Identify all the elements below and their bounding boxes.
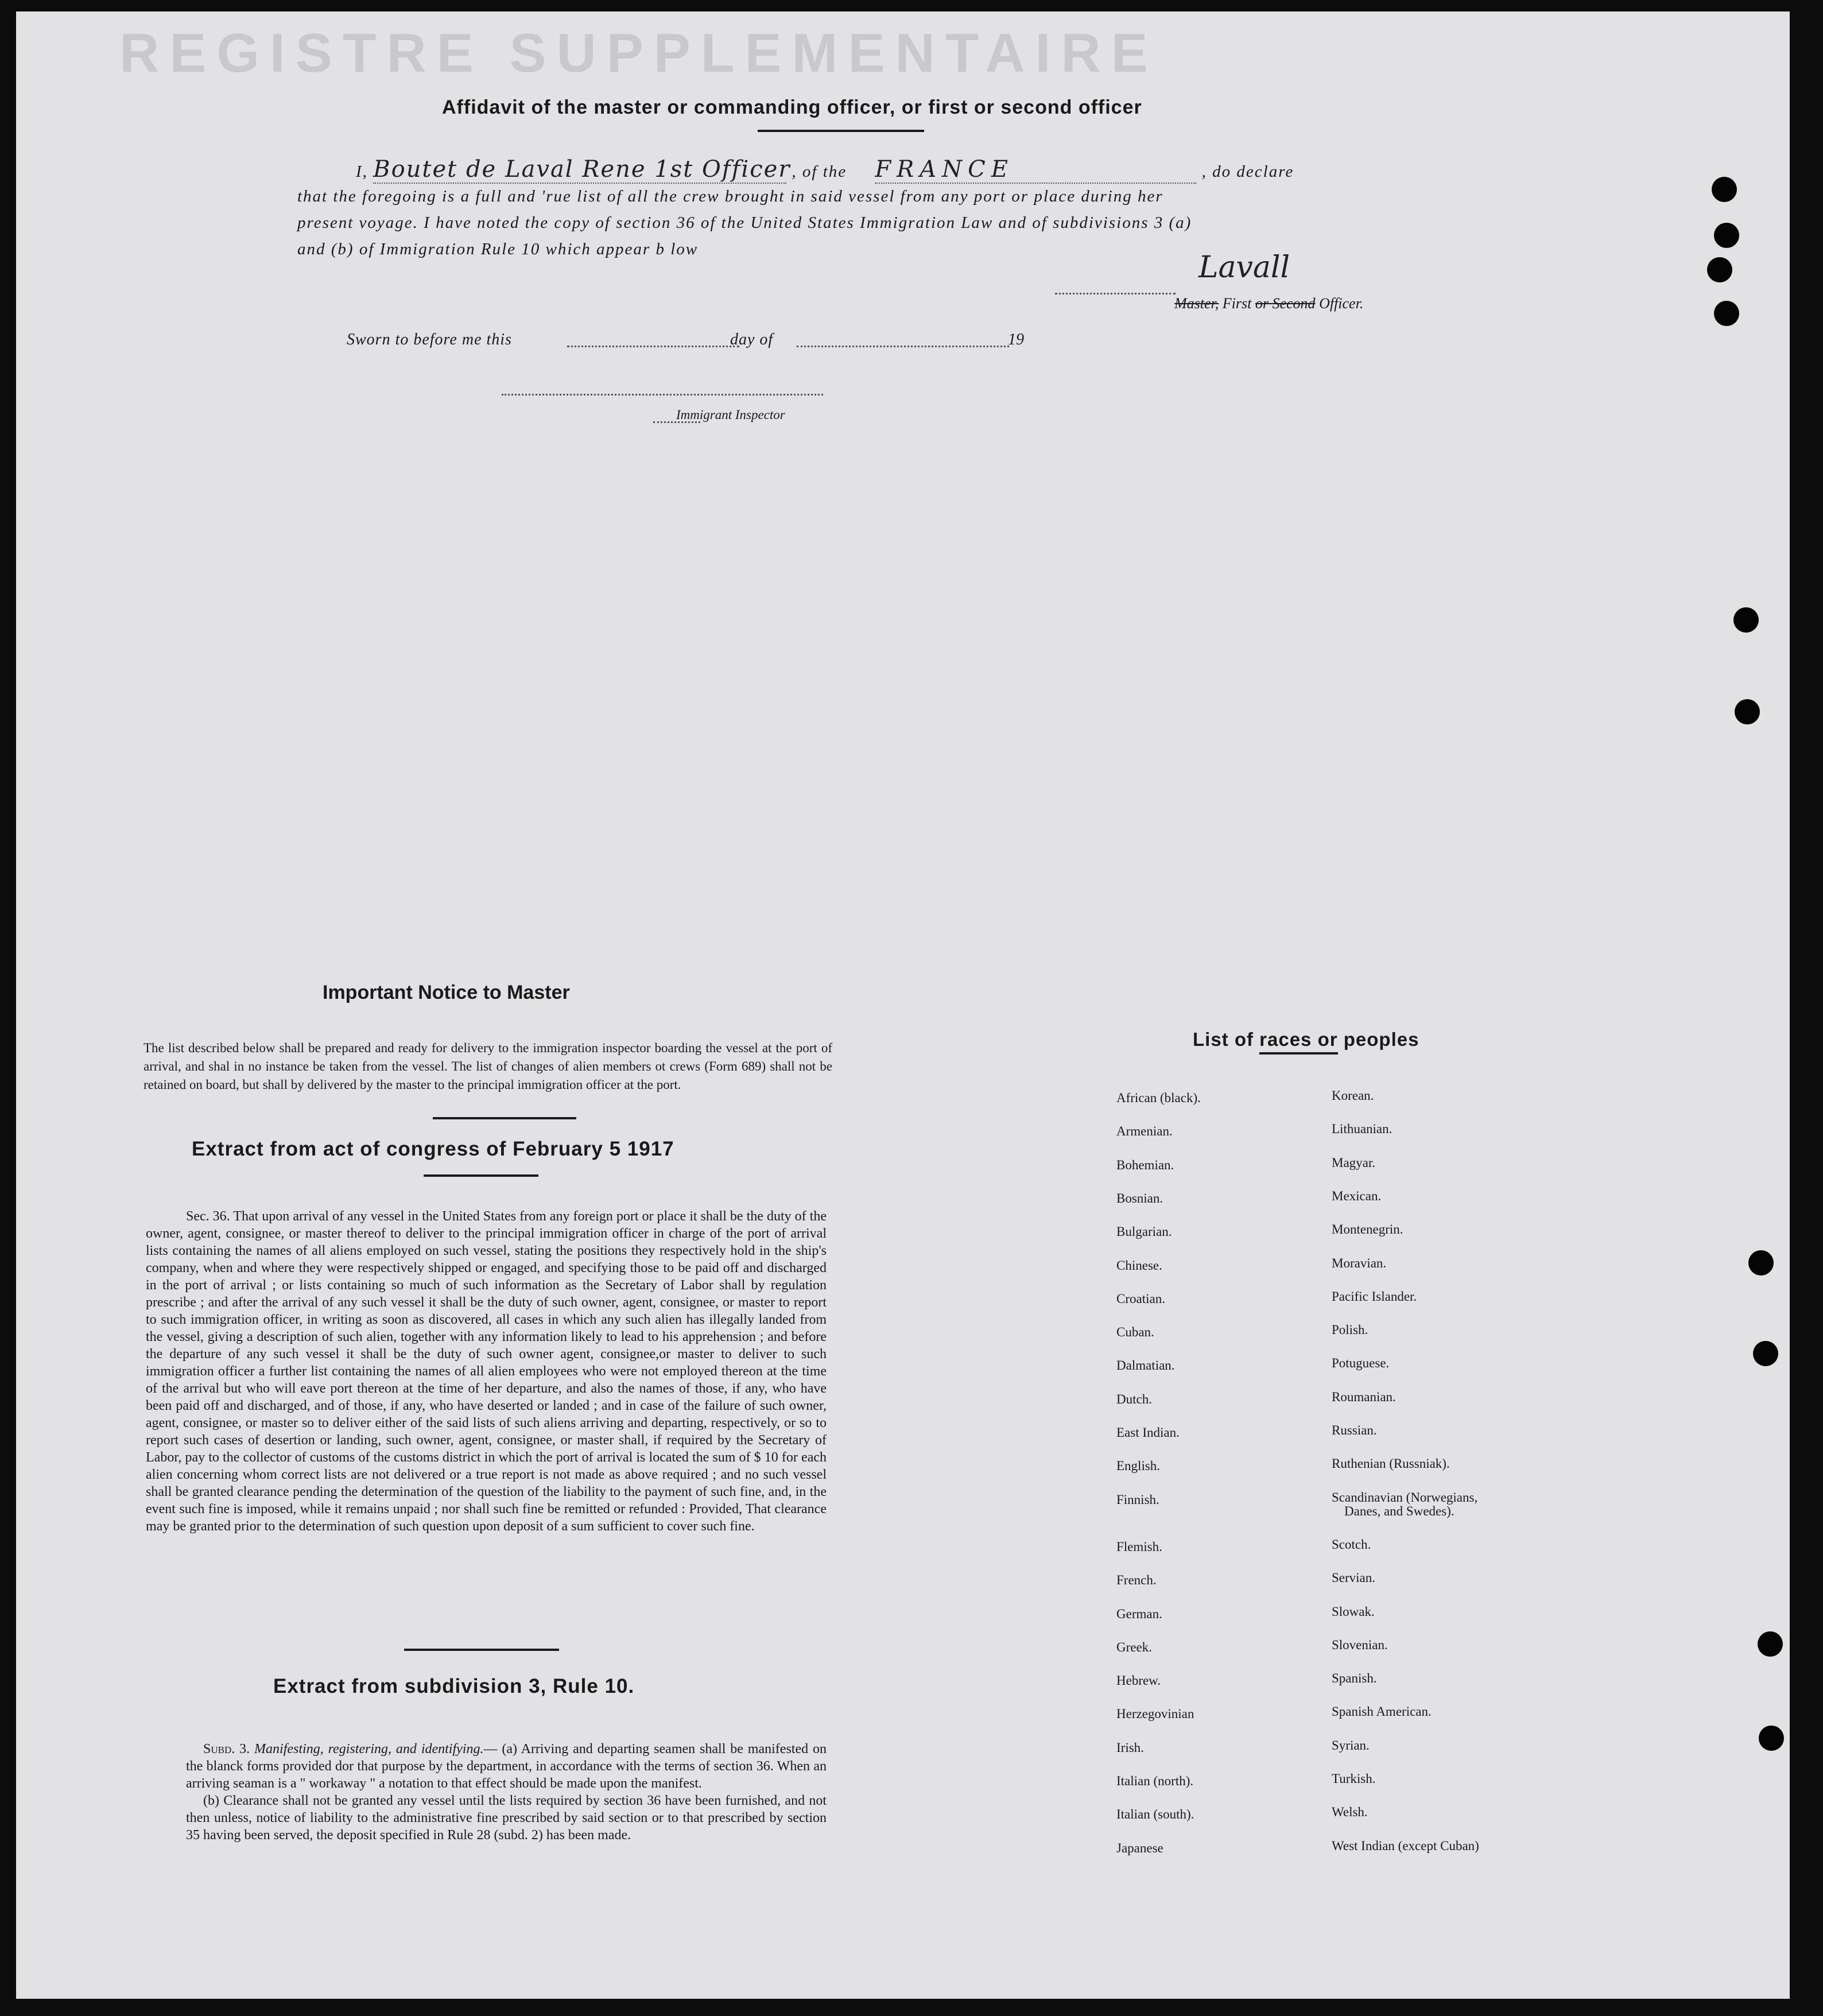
- races-title: [1193, 1029, 1419, 1050]
- binder-hole: [1748, 1250, 1774, 1275]
- race-item: Spanish.: [1332, 1671, 1377, 1685]
- races-title-mid: races or: [1259, 1029, 1337, 1054]
- bleed-through-header: REGISTRE SUPPLEMENTAIRE: [119, 22, 1158, 84]
- extract-rule-bottom: [424, 1174, 538, 1177]
- race-item: German.: [1116, 1607, 1162, 1621]
- race-item: Pacific Islander.: [1332, 1289, 1417, 1304]
- binder-hole: [1753, 1341, 1778, 1366]
- para-b: (b) Clearance shall not be granted any vessel until the lists required by section 36 have been furnished, and not then unless, notice of liability to the administrative fine prescribed by said section or to that prescribed by section 35 having been served, the deposit specified in Rule 28 (subd. 2) has been made.: [186, 1793, 827, 1843]
- year-label: 19: [1008, 331, 1024, 348]
- race-item: Magyar.: [1332, 1156, 1376, 1170]
- race-item: Slowak.: [1332, 1604, 1375, 1619]
- race-item: Korean.: [1332, 1088, 1374, 1103]
- race-item: Moravian.: [1332, 1256, 1387, 1270]
- extract-rule-title: Extract from subdivision 3, Rule 10.: [273, 1675, 635, 1697]
- rule-10-text: [186, 1740, 827, 1844]
- declaration-line-3: present voyage. I have noted the copy of section 36 of the United States Immigration Law and of subdivisions 3 (a): [297, 214, 1192, 232]
- race-item: Hebrew.: [1116, 1673, 1161, 1688]
- struck-or-second: or Second: [1255, 295, 1316, 312]
- inspector-signature-line: [502, 394, 823, 396]
- race-item: Flemish.: [1116, 1540, 1162, 1554]
- race-item: Greek.: [1116, 1640, 1152, 1654]
- race-item: Finnish.: [1116, 1492, 1159, 1507]
- binder-hole: [1758, 1631, 1783, 1657]
- race-item: Turkish.: [1332, 1771, 1376, 1786]
- race-item: Chinese.: [1116, 1258, 1162, 1273]
- binder-hole: [1712, 177, 1737, 202]
- binder-hole: [1735, 699, 1760, 724]
- affidavit-title: Affidavit of the master or commanding officer, or first or second officer: [442, 96, 1142, 118]
- race-item: Syrian.: [1332, 1738, 1370, 1753]
- struck-master: Master,: [1174, 295, 1219, 312]
- extract-act-title: Extract from act of congress of February 5 1917: [192, 1138, 674, 1160]
- officer-label: Officer.: [1315, 295, 1364, 312]
- day-of-label: day of: [730, 331, 774, 348]
- race-item: Welsh.: [1332, 1805, 1368, 1819]
- sworn-text: Sworn to before me this: [347, 331, 512, 348]
- race-item: Servian.: [1332, 1571, 1376, 1585]
- race-item: Lithuanian.: [1332, 1122, 1393, 1136]
- officer-signature: Lavall: [1198, 250, 1290, 285]
- title-underline: [758, 130, 924, 132]
- race-item: Herzegovinian: [1116, 1707, 1194, 1721]
- do-declare-label: , do declare: [1201, 162, 1294, 181]
- sworn-day-blank: [567, 346, 739, 347]
- race-item: Dutch.: [1116, 1392, 1152, 1406]
- handwritten-vessel-name: FRANCE: [875, 156, 1196, 184]
- officer-title-line: [1174, 295, 1363, 312]
- race-item: Roumanian.: [1332, 1390, 1396, 1404]
- race-item: Japanese: [1116, 1841, 1163, 1855]
- race-item: Mexican.: [1332, 1189, 1382, 1203]
- binder-hole: [1733, 607, 1759, 633]
- race-item: Dalmatian.: [1116, 1358, 1175, 1373]
- race-item: Irish.: [1116, 1740, 1144, 1755]
- subd-label: Subd. 3.: [203, 1742, 250, 1757]
- race-item: Bohemian.: [1116, 1158, 1174, 1172]
- race-item: Italian (south).: [1116, 1807, 1194, 1821]
- race-item: Ruthenian (Russniak).: [1332, 1456, 1450, 1471]
- race-item: Bulgarian.: [1116, 1224, 1172, 1239]
- extract-rule-top: [433, 1117, 576, 1119]
- rule-extract-divider: [404, 1649, 559, 1651]
- race-item: Bosnian.: [1116, 1191, 1163, 1205]
- race-item: Russian.: [1332, 1423, 1377, 1437]
- handwritten-officer-name: Boutet de Laval Rene 1st Officer: [373, 156, 791, 183]
- race-item: Spanish American.: [1332, 1704, 1432, 1719]
- para-a-text: — (a) Arriving and departing seamen shall be manifested on the blanck forms provided dor that purpose by the department, in accordance with the terms of section 36. When an arriving seaman is a " workaway " a notation to that effect should be made upon the manifest.: [186, 1742, 827, 1791]
- notice-title: Important Notice to Master: [323, 982, 570, 1003]
- race-item: African (black).: [1116, 1091, 1201, 1105]
- race-item: English.: [1116, 1459, 1161, 1473]
- race-item: Potuguese.: [1332, 1356, 1390, 1370]
- race-item: West Indian (except Cuban): [1332, 1839, 1479, 1853]
- binder-hole: [1759, 1726, 1784, 1751]
- section-36-text: Sec. 36. That upon arrival of any vessel in the United States from any foreign port or place it shall be the duty of the owner, agent, consignee, or master thereof to deliver to the principal immigration officer in charge of the port of arrival lists containing the names of all aliens employed on such vessel, stating the positions they respectively hold in the ship's company, when and where they were respectively shipped or engaged, and specifying those to be paid off and discharged in the port of arrival ; or lists containing so much of such information as the Secretary of Labor shall by regulation prescribe ; and after the arrival of any such vessel it shall be the duty of such owner, agent, consignee, or master to report to such immigration officer, in writing as soon as discovered, all cases in which any such alien has illegally landed from the vessel, giving a description of such alien, together with any information likely to lead to his apprehension ; and before the departure of any such vessel it shall be the duty of such owner agent, consignee,or master to deliver to such immigration officer a further list containing the names of all alien employees who were not employed thereon at the time of the arrival but who will eave port thereon at the time of her departure, and also the names of those, if any, who have been paid off and discharged, and of those, if any, who have deserted or landed ; and in case of the failure of such owner, agent, consignee, or master so to deliver either of the said lists of such aliens arriving and departing, respectively, or so to report such cases of desertion or landing, such owner, agent, consignee, or master shall, if required by the Secretary of Labor, pay to the collector of customs of the customs district in which the port of arrival is located the sum of $ 10 for each alien concerning whom correct lists are not delivered or a true report is not made as above required ; and no such vessel shall be granted clearance pending the determination of the question of the liability to the payment of such fine, and, in the event such fine is imposed, while it remains unpaid ; nor shall such fine be remitted or refunded : Provided, That clearance may be granted prior to the determination of such question upon deposit of a sum sufficient to cover such fine.: [146, 1209, 827, 1534]
- declaration-line-1: [297, 156, 1422, 184]
- race-item: Polish.: [1332, 1323, 1368, 1337]
- manifest-page: [16, 11, 1790, 1999]
- inspector-label: Immigrant Inspector: [676, 408, 785, 422]
- notice-body: The list described below shall be prepared and ready for delivery to the immigration inspector boarding the vessel at the port of arrival, and shal in no instance be taken from the vessel. The list of changes of alien members ot crews (Form 689) shall not be retained on board, but shall by delivered by the master to the principal immigration officer at the port.: [143, 1041, 832, 1092]
- race-item: Italian (north).: [1116, 1774, 1194, 1788]
- races-title-post: peoples: [1337, 1029, 1419, 1050]
- binder-hole: [1707, 257, 1732, 282]
- declaration-lead: I,: [356, 162, 368, 181]
- signature-line: [1055, 293, 1176, 294]
- of-the-label: , of the: [792, 162, 847, 181]
- race-item: Montenegrin.: [1332, 1222, 1403, 1236]
- binder-hole: [1714, 301, 1739, 326]
- sworn-month-blank: [797, 346, 1009, 347]
- race-item: Scandinavian (Norwegians,: [1332, 1490, 1478, 1505]
- race-item: Scotch.: [1332, 1537, 1371, 1552]
- first-label: First: [1219, 295, 1255, 312]
- races-title-pre: List of: [1193, 1029, 1260, 1050]
- race-item: Slovenian.: [1332, 1638, 1388, 1652]
- race-item: East Indian.: [1116, 1425, 1180, 1440]
- subd-heading: Manifesting, registering, and identifying.: [254, 1742, 484, 1757]
- para-a: [186, 1740, 827, 1792]
- race-item: Armenian.: [1116, 1124, 1173, 1138]
- race-item: Croatian.: [1116, 1292, 1165, 1306]
- race-item: French.: [1116, 1573, 1157, 1587]
- binder-hole: [1714, 223, 1739, 248]
- race-item: Danes, and Swedes).: [1344, 1504, 1454, 1518]
- race-item: Cuban.: [1116, 1325, 1154, 1339]
- declaration-line-4: and (b) of Immigration Rule 10 which appear b low: [297, 240, 699, 258]
- declaration-line-2: that the foregoing is a full and 'rue list of all the crew brought in said vessel from any port or place during her: [297, 187, 1163, 206]
